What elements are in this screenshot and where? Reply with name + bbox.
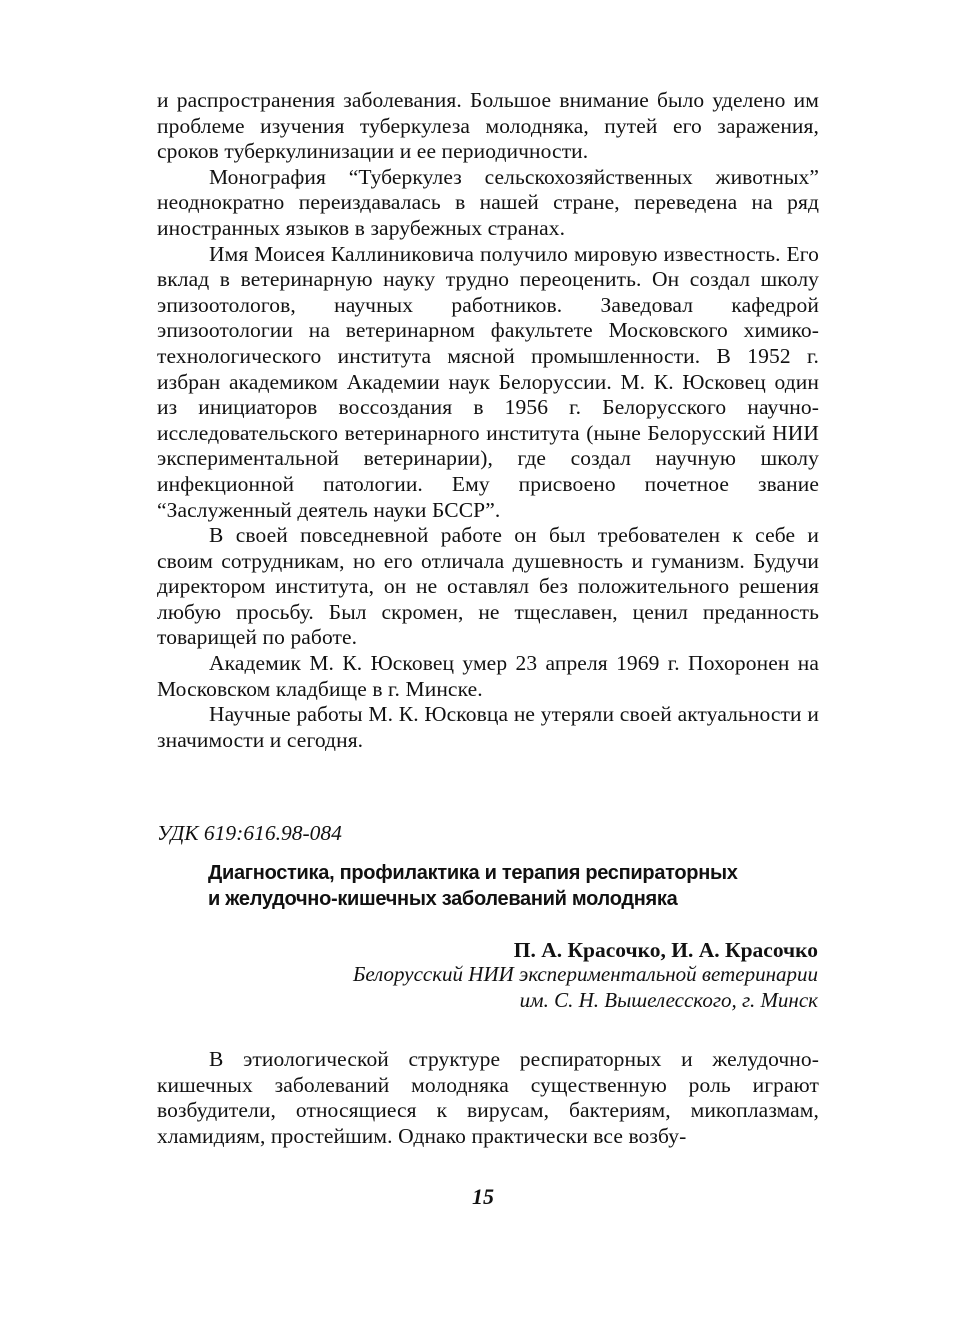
article-body <box>157 1047 819 1149</box>
paragraph: В своей повседневной работе он был требователен к себе и своим сотрудникам, но его отличала душевность и гуманизм. Будучи директором института, он не оставлял без положительного решения любую просьбу. Был скромен, не тщеславен, ценил преданность товарищей по работе. <box>157 523 819 650</box>
affiliation-line: Белорусский НИИ экспериментальной ветеринарии <box>352 962 818 986</box>
paragraph: Монография “Туберкулез сельскохозяйственных животных” неоднократно переиздавалась в нашей стране, переведена на ряд иностранных языков в зарубежных странах. <box>157 164 819 240</box>
biography-text <box>157 88 819 753</box>
paragraph: Академик М. К. Юсковец умер 23 апреля 1969 г. Похоронен на Московском кладбище в г. Минске. <box>157 651 819 701</box>
paragraph: и распространения заболевания. Большое внимание было уделено им проблеме изучения туберкулеза молодняка, путей его заражения, сроков туберкулинизации и ее периодичности. <box>157 88 819 164</box>
page-number: 15 <box>472 1184 494 1209</box>
paragraph: В этиологической структуре респираторных и желудочно-кишечных заболеваний молодняка существенную роль играют возбудители, относящиеся к вирусам, бактериям, микоплазмам, хламидиям, простейшим. Однако практически все возбу- <box>157 1047 819 1148</box>
article-authors: П. А. Красочко, И. А. Красочко <box>513 938 818 962</box>
article-title <box>208 860 828 912</box>
udk-code: УДК 619:616.98-084 <box>157 821 342 845</box>
author-affiliation <box>353 962 818 1013</box>
paragraph: Имя Моисея Каллиниковича получило мировую известность. Его вклад в ветеринарную науку трудно переоценить. Он создал школу эпизоотологов, научных работников. Заведовал кафедрой эпизоотологии на ветеринарном факультете Московского химико-технологического института мясной промышленности. В 1952 г. избран академиком Академии наук Белоруссии. М. К. Юсковец один из инициаторов воссоздания в 1956 г. Белорусского научно-исследовательского ветеринарного института (ныне Белорусский НИИ экспериментальной ветеринарии), где создал научную школу инфекционной патологии. Ему присвоено почетное звание “Заслуженный деятель науки БССР”. <box>157 241 819 522</box>
paragraph: Научные работы М. К. Юсковца не утеряли своей актуальности и значимости и сегодня. <box>157 702 819 752</box>
article-title-line: Диагностика, профилактика и терапия респираторных <box>208 862 738 884</box>
article-title-line: и желудочно-кишечных заболеваний молодняка <box>208 888 678 910</box>
affiliation-line: им. С. Н. Вышелесского, г. Минск <box>519 987 818 1012</box>
